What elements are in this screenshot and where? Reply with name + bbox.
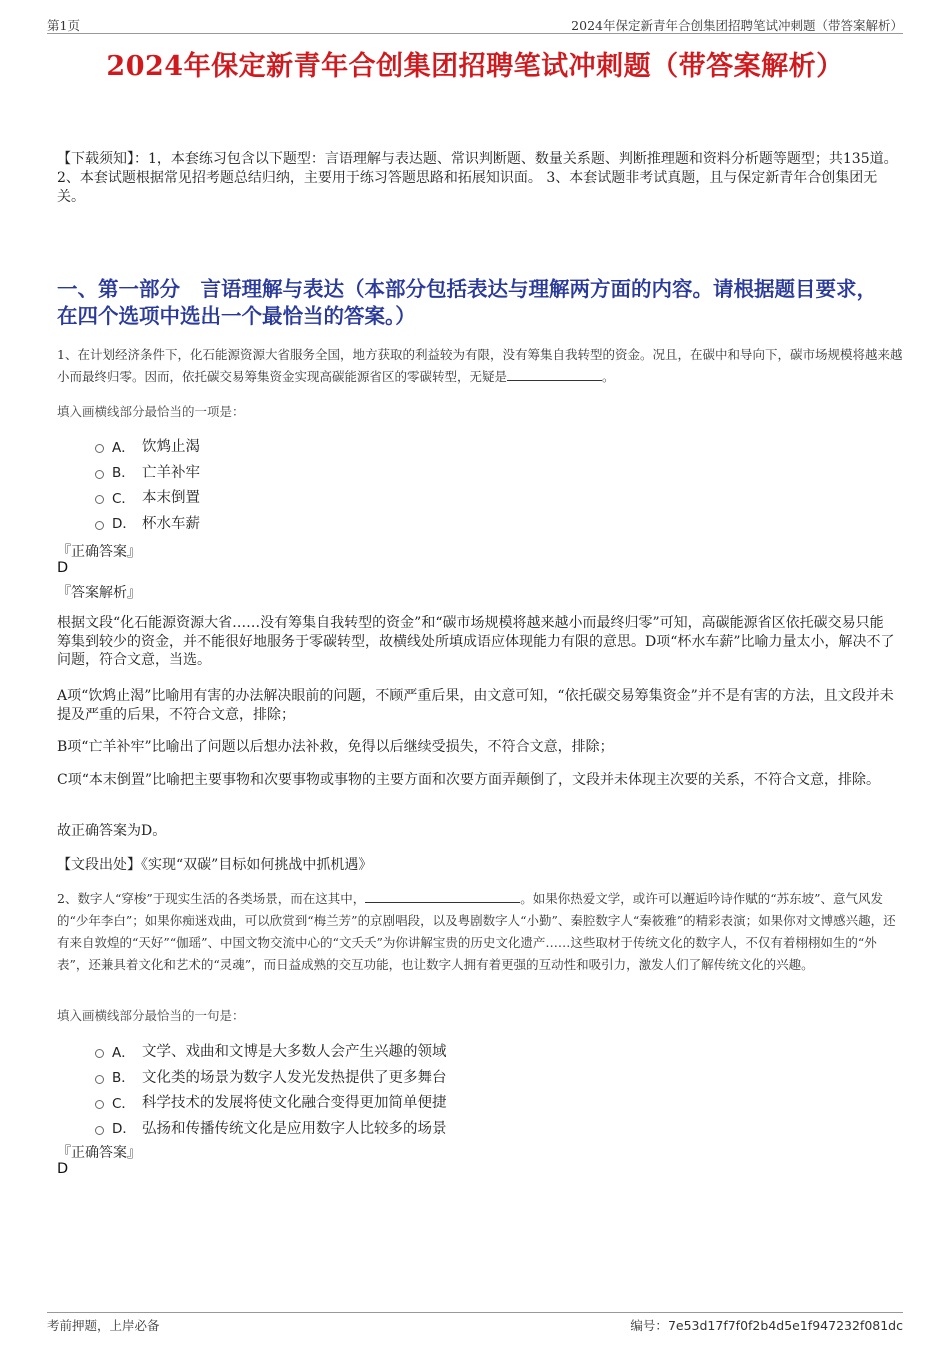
correct-answer-label: 『正确答案』 <box>57 544 141 560</box>
option-d[interactable] <box>95 1115 695 1141</box>
option-text: 杯水车薪 <box>142 515 200 532</box>
option-letter: B． <box>112 1070 135 1087</box>
correct-answer: D <box>57 1161 69 1177</box>
option-a[interactable] <box>95 1038 695 1064</box>
radio-button[interactable] <box>95 1126 104 1135</box>
document-id-value: 7e53d17f7f0f2b4d5e1f947232f081dc <box>667 1318 903 1333</box>
header-doc-title: 2024年保定新青年合创集团招聘笔试冲刺题（带答案解析） <box>571 18 903 33</box>
option-text: 文学、戏曲和文博是大多数人会产生兴趣的领域 <box>142 1044 447 1061</box>
option-letter: A． <box>112 439 135 456</box>
document-title: 2024年保定新青年合创集团招聘笔试冲刺题（带答案解析） <box>106 51 844 82</box>
option-c[interactable] <box>95 1089 695 1115</box>
correct-answer-label: 『正确答案』 <box>57 1145 141 1161</box>
radio-button[interactable] <box>95 470 104 479</box>
option-letter: D． <box>112 1121 136 1138</box>
analysis-paragraph: B项“亡羊补牢”比喻出了问题以后想办法补救，免得以后继续受损失，不符合文意，排除； <box>57 739 614 755</box>
option-b[interactable] <box>95 459 695 485</box>
question-1-prompt: 填入画横线部分最恰当的一项是： <box>57 404 245 419</box>
option-text: 弘扬和传播传统文化是应用数字人比较多的场景 <box>142 1120 447 1137</box>
question-1-text <box>57 344 905 388</box>
option-letter: C． <box>112 490 135 507</box>
radio-button[interactable] <box>95 1049 104 1058</box>
analysis-paragraph: 根据文段“化石能源资源大省……没有筹集自我转型的资金”和“碳市场规模将越来越小而最终归零”可知，高碳能源省区依托碳交易只能筹集到较少的资金，并不能很好地服务于零碳转型，故横线处所填成语应体现能力有限的意思。D项“杯水车薪”比喻力量太小，解决不了问题，符合文意，当选。 <box>57 615 895 668</box>
download-notice: 【下载须知】：1，本套练习包含以下题型：言语理解与表达题、常识判断题、数量关系题、判断推理题和资料分析题等题型；共135道。 2、本套试题根据常见招考题总结归纳，主要用于练习答题思路和拓展知识面。 3、本套试题非考试真题，且与保定新青年合创集团无关。 <box>57 151 898 205</box>
question-2-stem-cont: 。如果你热爱文学，或许可以邂逅吟诗作赋的“苏东坡”、意气风发的“少年李白”；如果你痴迷戏曲，可以欣赏到“梅兰芳”的京剧唱段，以及粤剧数字人“小勤”、秦腔数字人“秦筱雅”的精彩表演；如果你对文博感兴趣，还有来自敦煌的“天好”“伽瑶”、中国文物交流中心的“文夭夭”为你讲解宝贵的历史文化遗产……这些取材于传统文化的数字人，不仅有着栩栩如生的“外表”，还兼具着文化和艺术的“灵魂”，而日益成熟的交互功能，也让数字人拥有着更强的互动性和吸引力，激发人们了解传统文化的兴趣。 <box>57 891 896 972</box>
analysis-paragraph: A项“饮鸩止渴”比喻用有害的办法解决眼前的问题，不顾严重后果，由文意可知，“依托碳交易筹集资金”并不是有害的方法，且文段并未提及严重的后果，不符合文意，排除； <box>57 688 894 723</box>
option-text: 科学技术的发展将使文化融合变得更加简单便捷 <box>142 1095 447 1112</box>
option-a[interactable] <box>95 433 695 459</box>
question-1-options <box>95 433 695 535</box>
section-title: 一、第一部分 言语理解与表达（本部分包括表达与理解两方面的内容。请根据题目要求，在四个选项中选出一个最恰当的答案。） <box>57 277 877 328</box>
option-c[interactable] <box>95 484 695 510</box>
fill-blank <box>507 367 602 381</box>
option-letter: D． <box>112 516 136 533</box>
page-footer <box>47 1312 903 1332</box>
fill-blank <box>365 889 520 903</box>
option-text: 饮鸩止渴 <box>142 439 200 456</box>
option-letter: A． <box>112 1044 135 1061</box>
question-2-prompt: 填入画横线部分最恰当的一句是： <box>57 1008 245 1023</box>
option-b[interactable] <box>95 1064 695 1090</box>
option-letter: C． <box>112 1095 135 1112</box>
option-text: 文化类的场景为数字人发光发热提供了更多舞台 <box>142 1069 447 1086</box>
question-1-stem-end: 。 <box>602 369 615 384</box>
radio-button[interactable] <box>95 521 104 530</box>
source-citation: 【文段出处】《实现“双碳”目标如何挑战中抓机遇》 <box>57 857 373 873</box>
footer-slogan: 考前押题，上岸必备 <box>47 1318 160 1333</box>
question-2-stem: 2、数字人“穿梭”于现实生活的各类场景，而在这其中， <box>57 891 366 906</box>
analysis-label: 『答案解析』 <box>57 585 141 601</box>
document-id-label: 编号： <box>630 1318 668 1333</box>
radio-button[interactable] <box>95 444 104 453</box>
analysis-paragraph: C项“本末倒置”比喻把主要事物和次要事物或事物的主要方面和次要方面弄颠倒了，文段并未体现主次要的关系，不符合文意，排除。 <box>57 772 881 788</box>
page-number: 第1页 <box>47 18 80 33</box>
option-d[interactable] <box>95 510 695 536</box>
radio-button[interactable] <box>95 1075 104 1084</box>
page-header <box>47 14 903 34</box>
document-id <box>630 1316 903 1334</box>
question-2-options <box>95 1038 695 1140</box>
option-letter: B． <box>112 465 135 482</box>
question-1-stem: 1、在计划经济条件下，化石能源资源大省服务全国，地方获取的利益较为有限，没有筹集自我转型的资金。况且，在碳中和导向下，碳市场规模将越来越小而最终归零。因而，依托碳交易筹集资金实现高碳能源省区的零碳转型，无疑是 <box>57 347 903 384</box>
radio-button[interactable] <box>95 1100 104 1109</box>
option-text: 本末倒置 <box>142 490 200 507</box>
radio-button[interactable] <box>95 495 104 504</box>
option-text: 亡羊补牢 <box>142 464 200 481</box>
analysis-conclusion: 故正确答案为D。 <box>57 823 167 839</box>
question-2-text <box>57 888 905 976</box>
correct-answer: D <box>57 560 69 576</box>
